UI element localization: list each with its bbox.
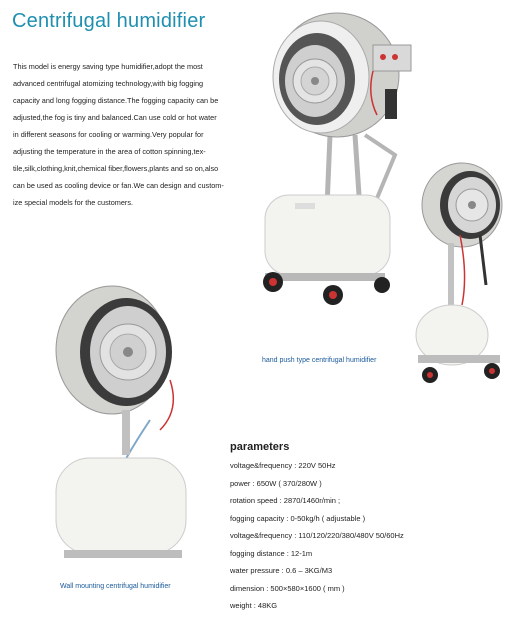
- intro-line: can be used as cooling device or fan.We can design and custom-: [13, 181, 224, 190]
- parameter-row: rotation speed : 2870/1460r/min ;: [230, 496, 341, 505]
- intro-line: adjusted,the fog is tiny and balanced.Can use cold or hot water: [13, 113, 217, 122]
- wall-mounting-caption: Wall mounting centrifugal humidifier: [60, 583, 171, 590]
- hand-push-humidifier-small-photo: [400, 155, 508, 395]
- parameter-row: voltage&frequency : 220V 50Hz: [230, 461, 336, 470]
- parameter-row: water pressure : 0.6 – 3KG/M3: [230, 566, 333, 575]
- intro-paragraph: [13, 58, 270, 211]
- parameter-row: weight : 48KG: [230, 601, 278, 610]
- intro-line: This model is energy saving type humidifier,adopt the most: [13, 62, 203, 71]
- hand-push-humidifier-photo: [255, 5, 415, 305]
- parameter-row: fogging capacity : 0-50kg/h ( adjustable ): [230, 513, 366, 523]
- hand-push-caption: hand push type centrifugal humidifier: [262, 357, 377, 364]
- intro-line: capacity and long fogging distance.The fogging capacity can be: [13, 96, 219, 105]
- page-title: Centrifugal humidifier: [12, 10, 206, 32]
- intro-line: in different seasons for cooling or warming.Very popular for: [13, 130, 204, 139]
- intro-line: tile,silk,clothing,knit,chemical fiber,flowers,plants and so on,also: [13, 164, 219, 173]
- wall-mounting-humidifier-photo: [30, 280, 200, 580]
- parameter-row: power : 650W ( 370/280W ): [230, 478, 322, 488]
- parameter-row: voltage&frequency : 110/120/220/380/480V 50/60Hz: [230, 531, 404, 540]
- intro-line: ize special models for the customers.: [13, 198, 134, 207]
- parameters-list: [230, 460, 404, 618]
- parameters-heading: parameters: [230, 441, 290, 453]
- intro-line: advanced centrifugal atomizing technology,with big fogging: [13, 79, 204, 88]
- parameter-row: fogging distance : 12-1m: [230, 548, 313, 558]
- intro-line: adjusting the temperature in the area of cotton spinning,tex-: [13, 147, 206, 156]
- parameter-row: dimension : 500×580×1600 ( mm ): [230, 583, 345, 593]
